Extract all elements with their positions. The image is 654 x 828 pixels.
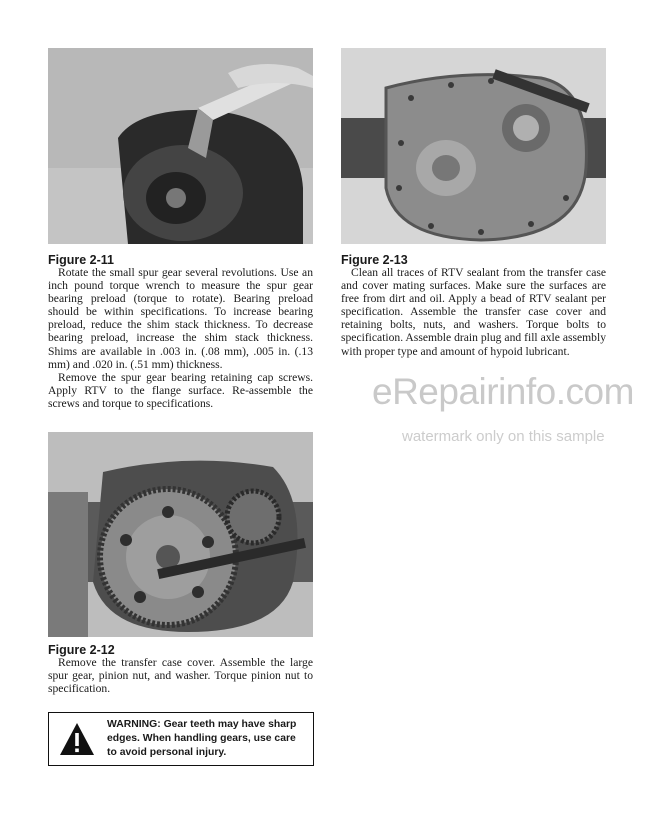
- figure-2-11-text: [48, 266, 313, 410]
- figure-2-12-paragraph-1: Remove the transfer case cover. Assemble the large spur gear, pinion nut, and washer. Torque pinion nut to specification.: [48, 656, 313, 696]
- watermark-sub: watermark only on this sample: [402, 428, 605, 445]
- figure-2-11-paragraph-2: Remove the spur gear bearing retaining cap screws. Apply RTV to the flange surface. Re-assemble the screws and torque to specifications.: [48, 370, 313, 410]
- figure-2-13-text: [341, 266, 606, 358]
- figure-2-12-label: Figure 2-12: [48, 643, 115, 657]
- figure-2-12-text: [48, 656, 313, 695]
- figure-2-12-photo: [48, 432, 313, 637]
- figure-2-11-label: Figure 2-11: [48, 253, 114, 267]
- warning-box: [48, 712, 314, 766]
- figure-2-11-paragraph-1: Rotate the small spur gear several revolutions. Use an inch pound torque wrench to measure the spur gear bearing preload (torque to rotate). Bearing preload should be within specifications. To increase bearing preload, reduce the shim stack thickness. To decrease bearing preload, increase the shim stack thickness. Shims are available in .003 in. (.08 mm), .005 in. (.13 mm) and .020 in. (.51 mm) thickness.: [48, 266, 313, 371]
- watermark-main: eRepairinfo.com: [372, 371, 634, 412]
- figure-2-13-paragraph-1: Clean all traces of RTV sealant from the transfer case and cover mating surfaces. Make sure the surfaces are free from dirt and oil. Apply a bead of RTV sealant per specification. Assemble the transfer case cover and retaining bolts, nuts, and washers. Torque bolts to specification. Assemble drain plug and fill axle assembly with proper type and amount of hypoid lubricant.: [341, 266, 606, 358]
- figure-2-13-label: Figure 2-13: [341, 253, 408, 267]
- warning-text: WARNING: Gear teeth may have sharp edges. When handling gears, use care to avoid personal injury.: [107, 719, 297, 758]
- figure-2-11-photo: [48, 48, 313, 244]
- figure-2-13-photo: [341, 48, 606, 244]
- warning-triangle-icon: [59, 721, 95, 757]
